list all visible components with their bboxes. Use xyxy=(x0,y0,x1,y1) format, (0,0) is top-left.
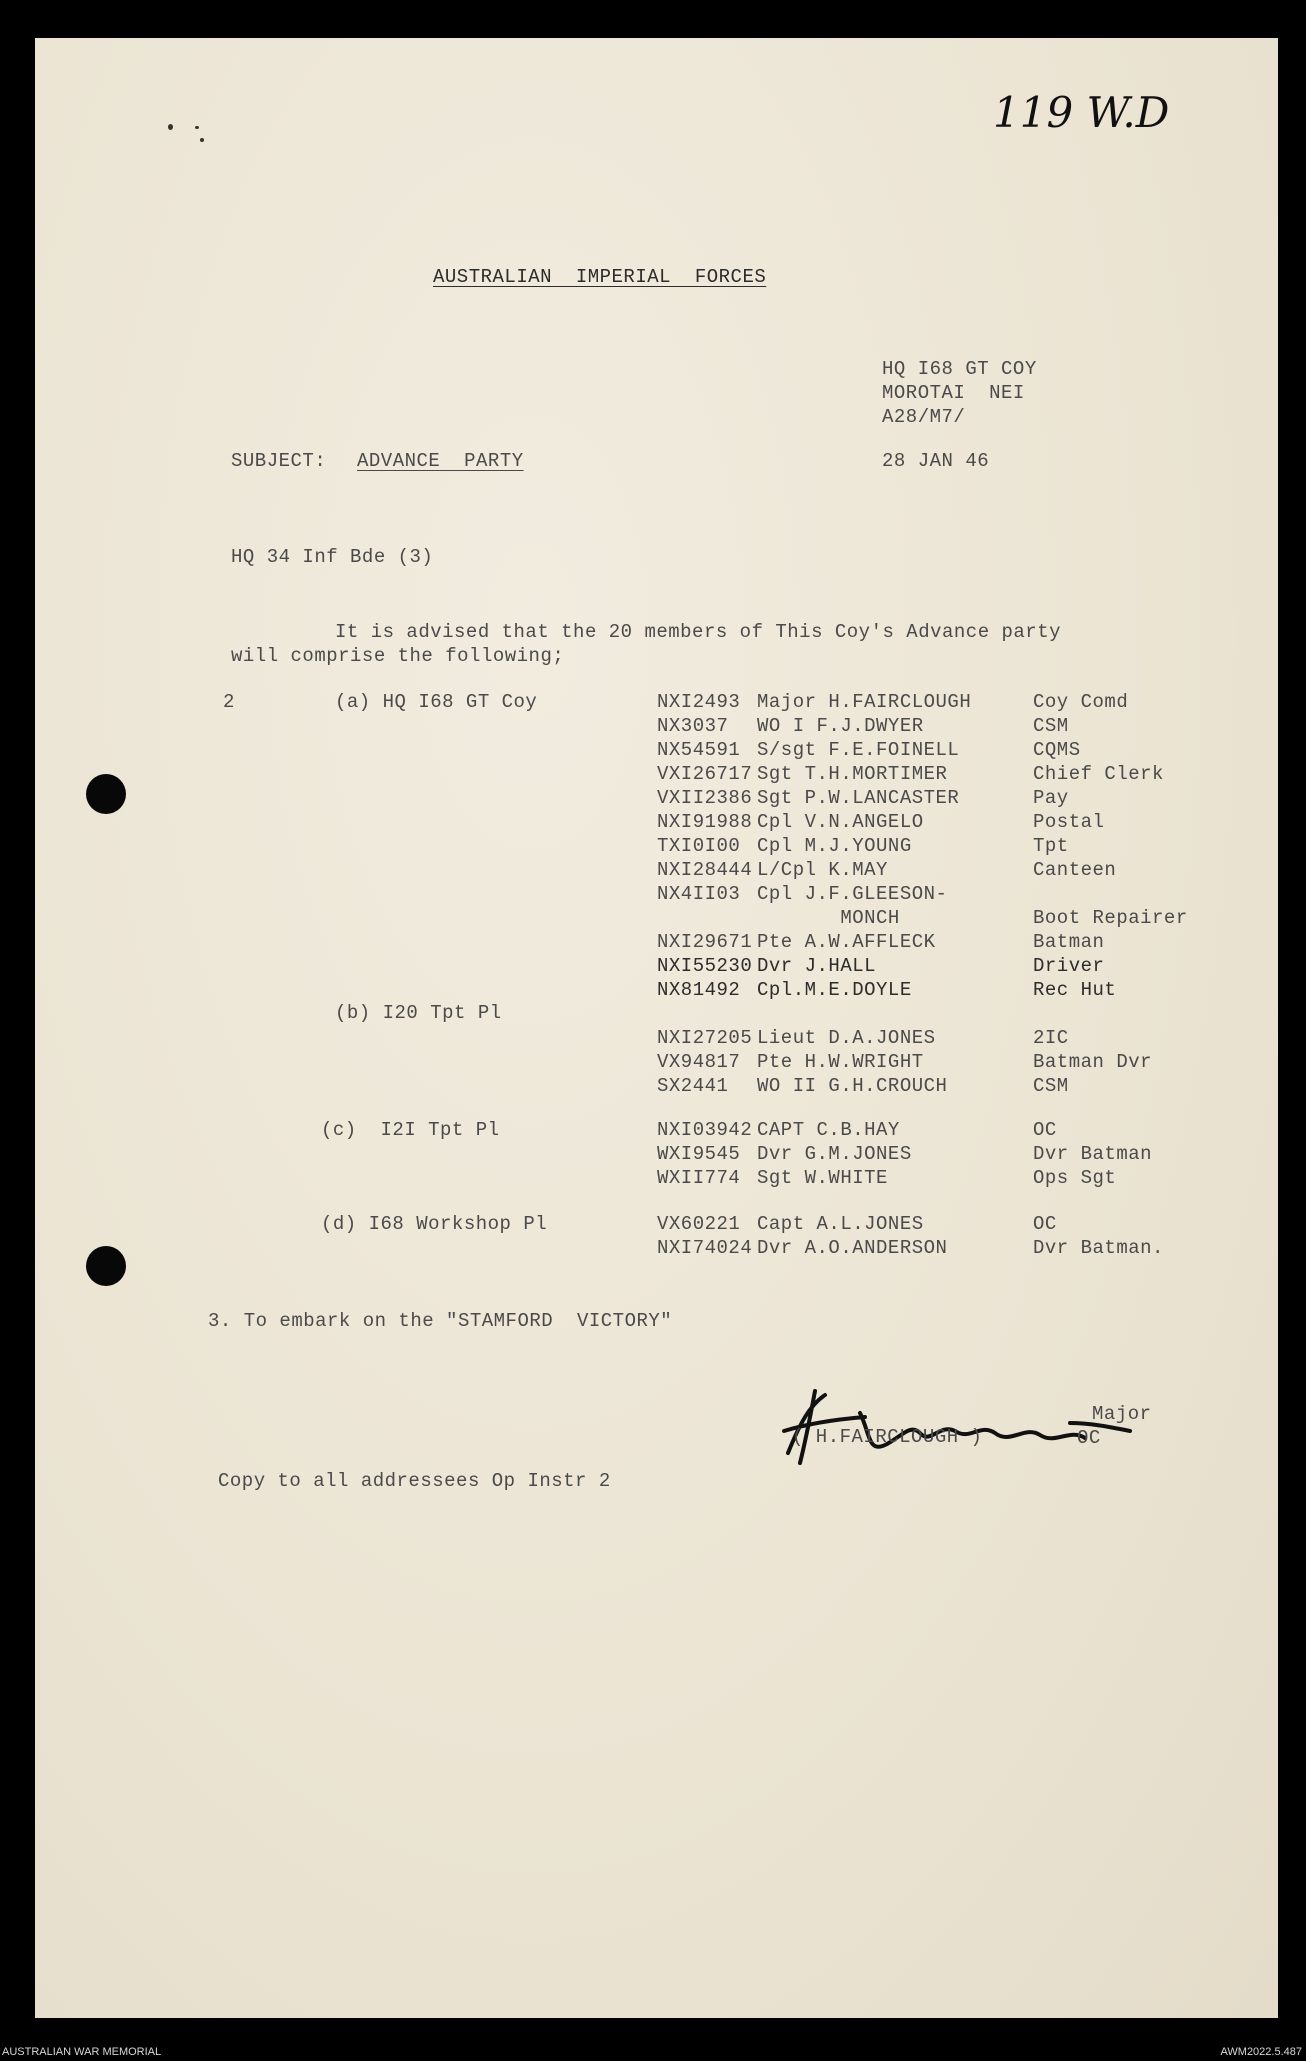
personnel-number: TXI0I00 xyxy=(657,835,741,857)
address-line-1: HQ I68 GT COY xyxy=(882,358,1037,380)
address-line-3: A28/M7/ xyxy=(882,406,966,428)
personnel-number: NXI29671 xyxy=(657,931,753,953)
personnel-role: Postal xyxy=(1033,811,1105,833)
personnel-name: Dvr G.M.JONES xyxy=(757,1143,912,1165)
personnel-number: VX60221 xyxy=(657,1213,741,1235)
personnel-number: NX3037 xyxy=(657,715,729,737)
ink-speck xyxy=(168,124,173,130)
personnel-name: CAPT C.B.HAY xyxy=(757,1119,900,1141)
personnel-role: OC xyxy=(1033,1119,1057,1141)
personnel-name: Sgt W.WHITE xyxy=(757,1167,888,1189)
personnel-number: VXII2386 xyxy=(657,787,753,809)
group-a-label: (a) HQ I68 GT Coy xyxy=(335,691,538,713)
footer-archive-name: AUSTRALIAN WAR MEMORIAL xyxy=(2,2046,162,2058)
intro-line-1: It is advised that the 20 members of This Coy's Advance party xyxy=(335,621,1062,643)
personnel-number: NXI28444 xyxy=(657,859,753,881)
personnel-number: SX2441 xyxy=(657,1075,729,1097)
personnel-number: NX54591 xyxy=(657,739,741,761)
personnel-role: OC xyxy=(1033,1213,1057,1235)
personnel-name: Lieut D.A.JONES xyxy=(757,1027,936,1049)
personnel-number: NXI74024 xyxy=(657,1237,753,1259)
ink-speck xyxy=(195,126,199,129)
group-d-label: (d) I68 Workshop Pl xyxy=(321,1213,548,1235)
personnel-name: Pte H.W.WRIGHT xyxy=(757,1051,924,1073)
personnel-number: NXI03942 xyxy=(657,1119,753,1141)
personnel-role: Driver xyxy=(1033,955,1105,977)
personnel-role: Tpt xyxy=(1033,835,1069,857)
personnel-role: CQMS xyxy=(1033,739,1081,761)
personnel-role: Ops Sgt xyxy=(1033,1167,1117,1189)
personnel-name: L/Cpl K.MAY xyxy=(757,859,888,881)
personnel-role: Pay xyxy=(1033,787,1069,809)
signatory-title: OC xyxy=(1077,1427,1101,1449)
personnel-role: Batman xyxy=(1033,931,1105,953)
intro-line-2: will comprise the following; xyxy=(231,645,565,667)
personnel-number: NX4II03 xyxy=(657,883,741,905)
personnel-name: Cpl M.J.YOUNG xyxy=(757,835,912,857)
group-c-label: (c) I2I Tpt Pl xyxy=(321,1119,500,1141)
personnel-role: Boot Repairer xyxy=(1033,907,1188,929)
footer-reference: AWM2022.5.487 xyxy=(1220,2046,1302,2058)
signatory-name: ( H.FAIRCLOUGH ) xyxy=(792,1426,983,1448)
personnel-name: WO I F.J.DWYER xyxy=(757,715,924,737)
group-b-label: (b) I20 Tpt Pl xyxy=(335,1002,502,1024)
personnel-name: S/sgt F.E.FOINELL xyxy=(757,739,960,761)
personnel-name: Cpl.M.E.DOYLE xyxy=(757,979,912,1001)
personnel-role: Dvr Batman xyxy=(1033,1143,1153,1165)
personnel-role: Coy Comd xyxy=(1033,691,1129,713)
personnel-name: Major H.FAIRCLOUGH xyxy=(757,691,972,713)
personnel-number: WXI9545 xyxy=(657,1143,741,1165)
paragraph-number: 2 xyxy=(223,691,235,713)
personnel-number: NX81492 xyxy=(657,979,741,1001)
personnel-role: CSM xyxy=(1033,1075,1069,1097)
personnel-role: Canteen xyxy=(1033,859,1117,881)
personnel-role: Rec Hut xyxy=(1033,979,1117,1001)
punch-hole xyxy=(86,1246,126,1286)
handwritten-annotation: 119 W.D xyxy=(993,88,1170,137)
personnel-role: 2IC xyxy=(1033,1027,1069,1049)
personnel-role: Dvr Batman. xyxy=(1033,1237,1164,1259)
personnel-number: NXI2493 xyxy=(657,691,741,713)
personnel-name: MONCH xyxy=(757,907,900,929)
personnel-name: Capt A.L.JONES xyxy=(757,1213,924,1235)
document-page xyxy=(35,38,1278,2018)
punch-hole xyxy=(86,774,126,814)
personnel-name: Pte A.W.AFFLECK xyxy=(757,931,936,953)
personnel-number: VX94817 xyxy=(657,1051,741,1073)
personnel-role: CSM xyxy=(1033,715,1069,737)
personnel-name: Sgt T.H.MORTIMER xyxy=(757,763,948,785)
personnel-name: Cpl J.F.GLEESON- xyxy=(757,883,948,905)
personnel-number: NXI91988 xyxy=(657,811,753,833)
personnel-number: NXI27205 xyxy=(657,1027,753,1049)
personnel-name: Dvr A.O.ANDERSON xyxy=(757,1237,948,1259)
subject-label: SUBJECT: xyxy=(231,450,327,472)
address-line-2: MOROTAI NEI xyxy=(882,382,1025,404)
personnel-role: Chief Clerk xyxy=(1033,763,1164,785)
embark-line: 3. To embark on the "STAMFORD VICTORY" xyxy=(208,1310,673,1332)
personnel-number: WXII774 xyxy=(657,1167,741,1189)
personnel-name: Cpl V.N.ANGELO xyxy=(757,811,924,833)
personnel-role: Batman Dvr xyxy=(1033,1051,1153,1073)
personnel-number: VXI26717 xyxy=(657,763,753,785)
personnel-name: Dvr J.HALL xyxy=(757,955,877,977)
signatory-rank: Major xyxy=(1092,1403,1152,1425)
subject-text: ADVANCE PARTY xyxy=(357,450,524,472)
personnel-name: Sgt P.W.LANCASTER xyxy=(757,787,960,809)
document-title: AUSTRALIAN IMPERIAL FORCES xyxy=(433,266,767,288)
addressee: HQ 34 Inf Bde (3) xyxy=(231,546,434,568)
copy-distribution: Copy to all addressees Op Instr 2 xyxy=(218,1470,611,1492)
document-date: 28 JAN 46 xyxy=(882,450,990,472)
ink-speck xyxy=(200,138,204,142)
personnel-name: WO II G.H.CROUCH xyxy=(757,1075,948,1097)
personnel-number: NXI55230 xyxy=(657,955,753,977)
